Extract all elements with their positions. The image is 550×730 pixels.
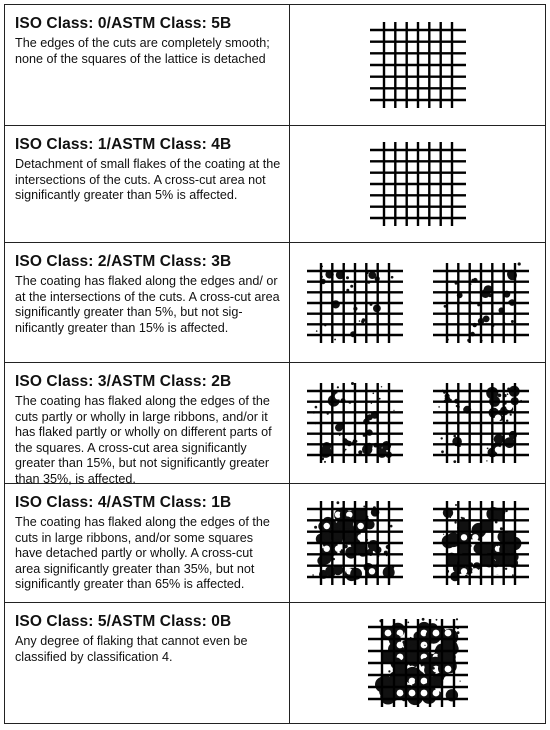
class-1-description: Detachment of small flakes of the coating at the intersections of the cuts. A cross-cut area not significantly greater than 5% is affected. [15,157,281,202]
crosscut-grid-edge-flaking-icon [301,255,409,351]
table-row-class-2 [5,243,545,363]
class-5-description: Any degree of flaking that cannot even be classified by classification 4. [15,634,248,664]
class-5-illustration-cell [290,603,545,723]
class-1-illustration-cell [290,126,545,242]
class-3-title: ISO Class: 3/ASTM Class: 2B [15,373,232,390]
class-2-text-cell [5,243,290,362]
class-0-illustration-cell [290,5,545,125]
class-1-text-cell [5,126,290,242]
class-2-description: The coating has flaked along the edges and/ or at the intersections of the cuts. A cross-cut area significantly greater than 5%, but not sig- nificantly greater than 15% is affected. [15,274,280,335]
crosscut-grid-edge-flaking-variant-icon [427,255,535,351]
crosscut-grid-ribbon-flaking-variant-icon [427,375,535,471]
clean-crosscut-grid-icon [364,14,472,116]
class-3-description: The coating has flaked along the edges of the cuts partly or wholly in large ribbons, and/or it has flaked partly or wholly on different parts of the squares. A cross-cut area significantly greater than 15%, but not significantly greater than 35%, is affected. [15,394,272,486]
crosscut-grid-heavy-detachment-icon [301,493,409,593]
crosscut-grid-heavy-detachment-variant-icon [427,493,535,593]
class-5-title: ISO Class: 5/ASTM Class: 0B [15,613,232,630]
table-row-class-5 [5,603,545,723]
table-row-class-3 [5,363,545,484]
class-0-title: ISO Class: 0/ASTM Class: 5B [15,15,232,32]
crosscut-grid-ribbon-flaking-icon [301,375,409,471]
class-2-illustration-cell [290,243,545,362]
class-3-text-cell [5,363,290,486]
class-0-description: The edges of the cuts are completely smooth; none of the squares of the lattice is detached [15,36,270,66]
class-0-text-cell [5,5,290,125]
class-4-description: The coating has flaked along the edges of the cuts in large ribbons, and/or some squares have detached partly or wholly. A cross-cut area significantly greater than 35%, but not significantly greater than 65% is affected. [15,515,270,591]
crosscut-grid-severe-flaking-icon [362,611,474,715]
table-row-class-1 [5,126,545,243]
table-row-class-0 [5,5,545,126]
class-2-title: ISO Class: 2/ASTM Class: 3B [15,253,232,270]
class-4-text-cell [5,484,290,602]
table-row-class-4 [5,484,545,603]
class-3-illustration-cell [290,363,545,483]
class-4-illustration-cell [290,484,545,602]
class-1-title: ISO Class: 1/ASTM Class: 4B [15,136,232,153]
cross-cut-classification-table [4,4,546,724]
crosscut-grid-minor-flakes-icon [364,134,472,234]
class-4-title: ISO Class: 4/ASTM Class: 1B [15,494,232,511]
class-5-text-cell [5,603,290,723]
